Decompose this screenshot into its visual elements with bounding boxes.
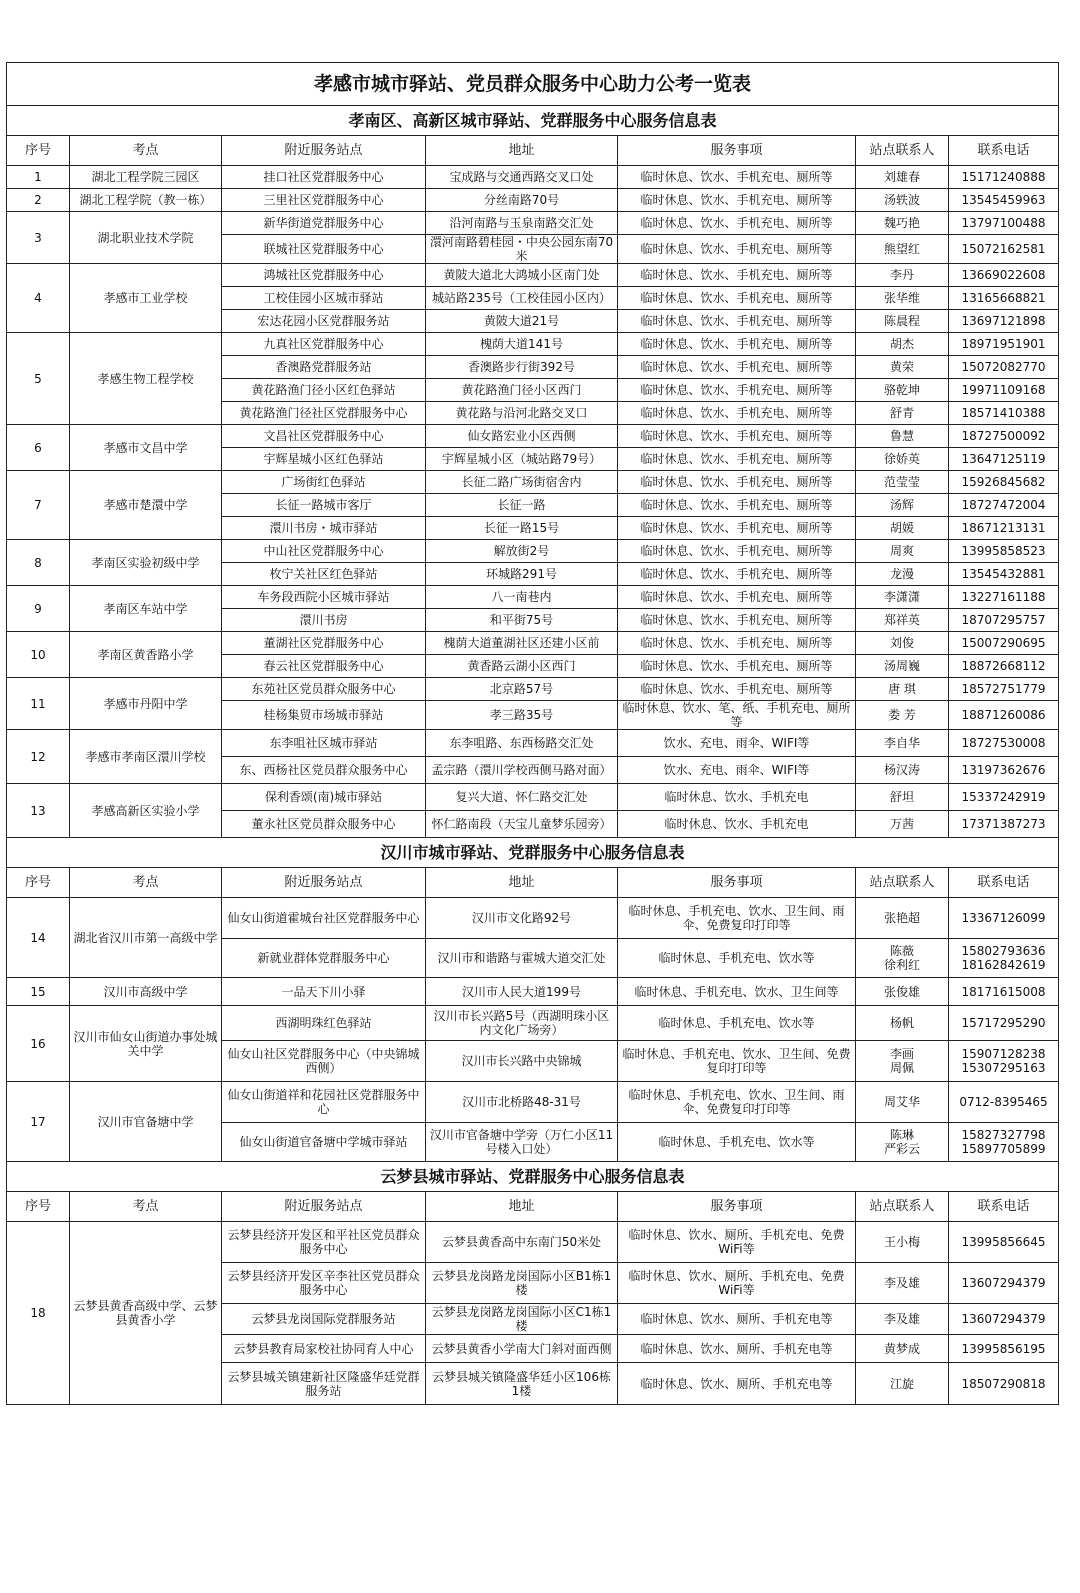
cell-phone: 13545432881 [949,563,1059,586]
cell-phone: 18572751779 [949,678,1059,701]
cell-phone: 18971951901 [949,333,1059,356]
cell-address: 复兴大道、怀仁路交汇处 [426,784,618,811]
cell-number: 15 [7,978,70,1006]
cell-line: 周佩 [889,1061,914,1075]
cell-phone: 18872668112 [949,655,1059,678]
title-row [7,63,1059,106]
section-heading: 孝南区、高新区城市驿站、党群服务中心服务信息表 [7,106,1059,136]
cell-services: 临时休息、饮水、手机充电、厕所等 [618,609,856,632]
cell-services: 临时休息、手机充电、饮水等 [618,939,856,978]
table-row [7,1082,1059,1123]
cell-address: 城站路235号（工校佳园小区内） [426,287,618,310]
table-row [7,212,1059,235]
cell-station: 仙女山街道霍城台社区党群服务中心 [222,898,426,939]
cell-address: 和平街75号 [426,609,618,632]
cell-station: 东苑社区党员群众服务中心 [222,678,426,701]
cell-station: 鸿城社区党群服务中心 [222,264,426,287]
cell-address: 怀仁路南段（天宝儿童梦乐园旁） [426,811,618,838]
section-heading-row [7,838,1059,868]
section-heading-row [7,106,1059,136]
cell-contact: 舒青 [856,402,949,425]
column-header-row [7,868,1059,898]
cell-station: 文昌社区党群服务中心 [222,425,426,448]
cell-contact: 张华维 [856,287,949,310]
section-heading: 汉川市城市驿站、党群服务中心服务信息表 [7,838,1059,868]
cell-exam-site: 孝感生物工程学校 [70,333,222,425]
cell-services: 临时休息、饮水、厕所、手机充电等 [618,1335,856,1363]
cell-contact [856,939,949,978]
cell-contact: 杨汉涛 [856,757,949,784]
column-header: 附近服务站点 [222,136,426,166]
cell-phone: 13545459963 [949,189,1059,212]
cell-phone: 18707295757 [949,609,1059,632]
cell-services: 临时休息、饮水、手机充电、厕所等 [618,402,856,425]
cell-exam-site: 汉川市官备塘中学 [70,1082,222,1162]
column-header: 地址 [426,1192,618,1222]
cell-phone: 18727530008 [949,730,1059,757]
cell-exam-site: 孝感高新区实验小学 [70,784,222,838]
cell-station: 中山社区党群服务中心 [222,540,426,563]
cell-address: 沿河南路与玉泉南路交汇处 [426,212,618,235]
cell-phone: 15926845682 [949,471,1059,494]
cell-station: 云梦县教育局家校社协同育人中心 [222,1335,426,1363]
cell-address: 云梦县黄香小学南大门斜对面西侧 [426,1335,618,1363]
cell-address: 槐荫大道141号 [426,333,618,356]
cell-exam-site: 湖北工程学院三园区 [70,166,222,189]
cell-phone: 17371387273 [949,811,1059,838]
cell-phone: 13165668821 [949,287,1059,310]
table-row [7,1006,1059,1041]
cell-contact [856,1123,949,1162]
cell-address: 解放街2号 [426,540,618,563]
cell-exam-site: 湖北省汉川市第一高级中学 [70,898,222,978]
cell-contact: 刘俊 [856,632,949,655]
column-header: 站点联系人 [856,1192,949,1222]
cell-contact: 娄 芳 [856,701,949,730]
cell-phone: 13647125119 [949,448,1059,471]
cell-contact: 李及雄 [856,1304,949,1335]
cell-address: 长征二路广场街宿舍内 [426,471,618,494]
cell-contact: 李潇潇 [856,586,949,609]
cell-exam-site: 孝南区车站中学 [70,586,222,632]
cell-address: 孟宗路（澴川学校西侧马路对面） [426,757,618,784]
cell-line: 陈薇 [889,944,914,958]
cell-contact: 李及雄 [856,1263,949,1304]
cell-address: 汉川市和谐路与霍城大道交汇处 [426,939,618,978]
cell-contact: 熊望红 [856,235,949,264]
cell-services: 临时休息、饮水、手机充电 [618,784,856,811]
cell-contact: 鲁慧 [856,425,949,448]
cell-services: 临时休息、饮水、手机充电、厕所等 [618,212,856,235]
cell-contact: 杨帆 [856,1006,949,1041]
cell-address: 云梦县黄香高中东南门50米处 [426,1222,618,1263]
cell-contact: 胡杰 [856,333,949,356]
cell-station: 云梦县城关镇建新社区隆盛华廷党群服务站 [222,1363,426,1405]
cell-services: 临时休息、饮水、手机充电、厕所等 [618,189,856,212]
cell-station: 枚宁关社区红色驿站 [222,563,426,586]
cell-services: 临时休息、饮水、手机充电、厕所等 [618,586,856,609]
table-row [7,730,1059,757]
cell-phone: 18871260086 [949,701,1059,730]
column-header: 地址 [426,136,618,166]
cell-station: 春云社区党群服务中心 [222,655,426,678]
cell-station: 工校佳园小区城市驿站 [222,287,426,310]
cell-services: 临时休息、饮水、手机充电、厕所等 [618,563,856,586]
cell-phone: 18171615008 [949,978,1059,1006]
cell-number: 2 [7,189,70,212]
cell-number: 11 [7,678,70,730]
cell-services: 临时休息、饮水、笔、纸、手机充电、厕所等 [618,701,856,730]
cell-station: 长征一路城市客厅 [222,494,426,517]
cell-station: 黄花路渔门径小区红色驿站 [222,379,426,402]
cell-services: 饮水、充电、雨伞、WIFI等 [618,757,856,784]
cell-exam-site: 孝感市丹阳中学 [70,678,222,730]
cell-contact: 李自华 [856,730,949,757]
cell-line: 15802793636 [961,944,1046,958]
cell-phone: 18571410388 [949,402,1059,425]
cell-services: 临时休息、饮水、手机充电、厕所等 [618,356,856,379]
cell-station: 仙女山社区党群服务中心（中央锦城西侧） [222,1041,426,1082]
cell-services: 饮水、充电、雨伞、WIFI等 [618,730,856,757]
cell-contact: 骆乾坤 [856,379,949,402]
table-row [7,333,1059,356]
cell-phone: 13697121898 [949,310,1059,333]
column-header: 考点 [70,136,222,166]
cell-address: 仙女路宏业小区西侧 [426,425,618,448]
cell-exam-site: 孝感市楚澴中学 [70,471,222,540]
column-header: 站点联系人 [856,868,949,898]
cell-phone: 13197362676 [949,757,1059,784]
cell-phone: 13669022608 [949,264,1059,287]
cell-services: 临时休息、饮水、手机充电、厕所等 [618,264,856,287]
cell-station: 黄花路渔门径社区党群服务中心 [222,402,426,425]
cell-station: 桂杨集贸市场城市驿站 [222,701,426,730]
cell-phone: 15007290695 [949,632,1059,655]
cell-contact: 舒坦 [856,784,949,811]
cell-address: 宇辉星城小区（城站路79号） [426,448,618,471]
cell-phone: 13995856195 [949,1335,1059,1363]
cell-contact: 李丹 [856,264,949,287]
cell-line: 陈琳 [889,1128,914,1142]
section-heading: 云梦县城市驿站、党群服务中心服务信息表 [7,1162,1059,1192]
cell-services: 临时休息、饮水、手机充电、厕所等 [618,517,856,540]
cell-number: 18 [7,1222,70,1405]
cell-station: 澴川书房・城市驿站 [222,517,426,540]
service-info-table [6,62,1059,1405]
cell-contact: 郑祥英 [856,609,949,632]
cell-phone: 15717295290 [949,1006,1059,1041]
cell-contact: 汤轶波 [856,189,949,212]
cell-phone: 13607294379 [949,1304,1059,1335]
cell-contact: 汤辉 [856,494,949,517]
cell-number: 9 [7,586,70,632]
cell-station: 新就业群体党群服务中心 [222,939,426,978]
column-header: 序号 [7,136,70,166]
cell-station: 保利香颂(南)城市驿站 [222,784,426,811]
cell-exam-site: 孝感市文昌中学 [70,425,222,471]
cell-contact: 张俊雄 [856,978,949,1006]
cell-contact: 周爽 [856,540,949,563]
cell-address: 云梦县城关镇隆盛华廷小区106栋1楼 [426,1363,618,1405]
cell-address: 分丝南路70号 [426,189,618,212]
table-row [7,540,1059,563]
cell-phone: 13797100488 [949,212,1059,235]
cell-services: 临时休息、饮水、厕所、手机充电等 [618,1304,856,1335]
cell-exam-site: 云梦县黄香高级中学、云梦县黄香小学 [70,1222,222,1405]
cell-line: 严彩云 [883,1142,920,1156]
table-row [7,189,1059,212]
cell-exam-site: 汉川市仙女山街道办事处城关中学 [70,1006,222,1082]
cell-address: 孝三路35号 [426,701,618,730]
cell-station: 云梦县龙岗国际党群服务站 [222,1304,426,1335]
cell-address: 汉川市官备塘中学旁（万仁小区11号楼入口处） [426,1123,618,1162]
cell-address: 北京路57号 [426,678,618,701]
cell-station: 东李咀社区城市驿站 [222,730,426,757]
cell-address: 黄陂大道北大鸿城小区南门处 [426,264,618,287]
cell-number: 6 [7,425,70,471]
table-row [7,425,1059,448]
column-header: 服务事项 [618,136,856,166]
column-header: 服务事项 [618,1192,856,1222]
table-row [7,898,1059,939]
cell-address: 香澳路步行街392号 [426,356,618,379]
cell-address: 长征一路15号 [426,517,618,540]
cell-line: 15827327798 [961,1128,1046,1142]
cell-address: 黄香路云湖小区西门 [426,655,618,678]
cell-exam-site: 孝感市孝南区澴川学校 [70,730,222,784]
cell-number: 1 [7,166,70,189]
cell-station: 挂口社区党群服务中心 [222,166,426,189]
table-row [7,1222,1059,1263]
cell-services: 临时休息、手机充电、饮水、卫生间等 [618,978,856,1006]
cell-services: 临时休息、饮水、手机充电、厕所等 [618,655,856,678]
cell-services: 临时休息、饮水、手机充电、厕所等 [618,379,856,402]
cell-address: 汉川市长兴路5号（西湖明珠小区内文化广场旁） [426,1006,618,1041]
cell-station: 仙女山街道祥和花园社区党群服务中心 [222,1082,426,1123]
cell-phone: 0712-8395465 [949,1082,1059,1123]
cell-number: 4 [7,264,70,333]
cell-services: 临时休息、饮水、手机充电、厕所等 [618,471,856,494]
cell-address: 八一南巷内 [426,586,618,609]
cell-services: 临时休息、手机充电、饮水、卫生间、雨伞、免费复印打印等 [618,1082,856,1123]
cell-station: 澴川书房 [222,609,426,632]
cell-address: 黄花路渔门径小区西门 [426,379,618,402]
cell-services: 临时休息、饮水、手机充电、厕所等 [618,333,856,356]
table-row [7,264,1059,287]
cell-contact: 范莹莹 [856,471,949,494]
cell-address: 长征一路 [426,494,618,517]
cell-number: 12 [7,730,70,784]
cell-address: 汉川市长兴路中央锦城 [426,1041,618,1082]
cell-station: 香澳路党群服务站 [222,356,426,379]
page-title: 孝感市城市驿站、党员群众服务中心助力公考一览表 [7,63,1059,106]
cell-station: 一品天下川小驿 [222,978,426,1006]
cell-contact: 万茜 [856,811,949,838]
table-row [7,471,1059,494]
cell-phone: 18507290818 [949,1363,1059,1405]
cell-phone: 15337242919 [949,784,1059,811]
cell-phone [949,1123,1059,1162]
cell-services: 临时休息、饮水、手机充电、厕所等 [618,166,856,189]
cell-line: 徐利红 [883,958,920,972]
cell-services: 临时休息、手机充电、饮水等 [618,1123,856,1162]
column-header: 联系电话 [949,136,1059,166]
cell-contact: 龙漫 [856,563,949,586]
cell-services: 临时休息、饮水、手机充电、厕所等 [618,540,856,563]
column-header: 地址 [426,868,618,898]
cell-station: 广场街红色驿站 [222,471,426,494]
table-row [7,586,1059,609]
cell-contact: 唐 琪 [856,678,949,701]
cell-services: 临时休息、饮水、厕所、手机充电、免费WiFi等 [618,1222,856,1263]
cell-services: 临时休息、饮水、厕所、手机充电等 [618,1363,856,1405]
column-header-row [7,136,1059,166]
cell-services: 临时休息、饮水、手机充电、厕所等 [618,632,856,655]
column-header: 考点 [70,1192,222,1222]
cell-number: 3 [7,212,70,264]
cell-services: 临时休息、手机充电、饮水等 [618,1006,856,1041]
cell-phone: 18727500092 [949,425,1059,448]
cell-station: 宏达花园小区党群服务站 [222,310,426,333]
cell-phone: 19971109168 [949,379,1059,402]
cell-phone: 15072162581 [949,235,1059,264]
cell-contact: 王小梅 [856,1222,949,1263]
cell-number: 13 [7,784,70,838]
cell-address: 汉川市文化路92号 [426,898,618,939]
cell-phone: 18727472004 [949,494,1059,517]
cell-address: 云梦县龙岗路龙岗国际小区B1栋1楼 [426,1263,618,1304]
table-row [7,632,1059,655]
cell-contact: 魏巧艳 [856,212,949,235]
cell-number: 7 [7,471,70,540]
cell-phone: 13367126099 [949,898,1059,939]
cell-station: 东、西杨社区党员群众服务中心 [222,757,426,784]
cell-contact: 江旋 [856,1363,949,1405]
cell-services: 临时休息、饮水、手机充电、厕所等 [618,287,856,310]
cell-station: 西湖明珠红色驿站 [222,1006,426,1041]
cell-contact: 胡媛 [856,517,949,540]
cell-contact: 陈晨程 [856,310,949,333]
cell-address: 环城路291号 [426,563,618,586]
cell-contact: 黄荣 [856,356,949,379]
column-header: 附近服务站点 [222,868,426,898]
cell-line: 李画 [889,1047,914,1061]
cell-station: 云梦县经济开发区和平社区党员群众服务中心 [222,1222,426,1263]
cell-exam-site: 湖北工程学院（教一栋） [70,189,222,212]
cell-services: 临时休息、饮水、手机充电、厕所等 [618,494,856,517]
cell-contact: 黄梦成 [856,1335,949,1363]
cell-station: 车务段西院小区城市驿站 [222,586,426,609]
cell-contact: 张艳超 [856,898,949,939]
cell-services: 临时休息、饮水、手机充电、厕所等 [618,235,856,264]
column-header: 序号 [7,868,70,898]
cell-phone: 15171240888 [949,166,1059,189]
cell-line: 15307295163 [961,1061,1046,1075]
table-row [7,784,1059,811]
cell-exam-site: 汉川市高级中学 [70,978,222,1006]
cell-address: 云梦县龙岗路龙岗国际小区C1栋1楼 [426,1304,618,1335]
table-row [7,166,1059,189]
section-heading-row [7,1162,1059,1192]
cell-contact: 汤周巍 [856,655,949,678]
cell-phone: 15072082770 [949,356,1059,379]
cell-contact: 徐娇英 [856,448,949,471]
cell-address: 黄花路与沿河北路交叉口 [426,402,618,425]
cell-address: 东李咀路、东西杨路交汇处 [426,730,618,757]
cell-phone [949,939,1059,978]
column-header-row [7,1192,1059,1222]
cell-phone: 13995858523 [949,540,1059,563]
cell-station: 宇辉星城小区红色驿站 [222,448,426,471]
cell-number: 10 [7,632,70,678]
cell-exam-site: 孝感市工业学校 [70,264,222,333]
cell-phone: 18671213131 [949,517,1059,540]
cell-contact [856,1041,949,1082]
cell-station: 云梦县经济开发区辛李社区党员群众服务中心 [222,1263,426,1304]
cell-station: 仙女山街道官备塘中学城市驿站 [222,1123,426,1162]
cell-station: 董永社区党员群众服务中心 [222,811,426,838]
cell-number: 8 [7,540,70,586]
cell-address: 宝成路与交通西路交叉口处 [426,166,618,189]
column-header: 附近服务站点 [222,1192,426,1222]
cell-phone [949,1041,1059,1082]
column-header: 站点联系人 [856,136,949,166]
cell-number: 16 [7,1006,70,1082]
cell-services: 临时休息、手机充电、饮水、卫生间、雨伞、免费复印打印等 [618,898,856,939]
cell-services: 临时休息、饮水、手机充电、厕所等 [618,678,856,701]
cell-number: 17 [7,1082,70,1162]
cell-phone: 13995856645 [949,1222,1059,1263]
column-header: 考点 [70,868,222,898]
cell-line: 15907128238 [961,1047,1046,1061]
column-header: 序号 [7,1192,70,1222]
cell-exam-site: 孝南区黄香路小学 [70,632,222,678]
cell-station: 董湖社区党群服务中心 [222,632,426,655]
cell-exam-site: 孝南区实验初级中学 [70,540,222,586]
cell-contact: 周艾华 [856,1082,949,1123]
cell-station: 新华街道党群服务中心 [222,212,426,235]
cell-address: 澴河南路碧桂园・中央公园东南70米 [426,235,618,264]
cell-services: 临时休息、饮水、手机充电、厕所等 [618,310,856,333]
cell-phone: 13227161188 [949,586,1059,609]
cell-phone: 13607294379 [949,1263,1059,1304]
cell-address: 黄陂大道21号 [426,310,618,333]
table-row [7,978,1059,1006]
cell-services: 临时休息、饮水、手机充电、厕所等 [618,448,856,471]
table-row [7,678,1059,701]
cell-contact: 刘雄春 [856,166,949,189]
cell-address: 槐荫大道董湖社区还建小区前 [426,632,618,655]
column-header: 联系电话 [949,868,1059,898]
cell-services: 临时休息、饮水、手机充电 [618,811,856,838]
cell-address: 汉川市人民大道199号 [426,978,618,1006]
column-header: 服务事项 [618,868,856,898]
cell-services: 临时休息、饮水、手机充电、厕所等 [618,425,856,448]
cell-services: 临时休息、饮水、厕所、手机充电、免费WiFi等 [618,1263,856,1304]
cell-line: 15897705899 [961,1142,1046,1156]
cell-line: 18162842619 [961,958,1046,972]
cell-station: 三里社区党群服务中心 [222,189,426,212]
cell-station: 九真社区党群服务中心 [222,333,426,356]
cell-services: 临时休息、手机充电、饮水、卫生间、免费复印打印等 [618,1041,856,1082]
cell-address: 汉川市北桥路48-31号 [426,1082,618,1123]
column-header: 联系电话 [949,1192,1059,1222]
cell-station: 联城社区党群服务中心 [222,235,426,264]
cell-number: 14 [7,898,70,978]
cell-number: 5 [7,333,70,425]
cell-exam-site: 湖北职业技术学院 [70,212,222,264]
